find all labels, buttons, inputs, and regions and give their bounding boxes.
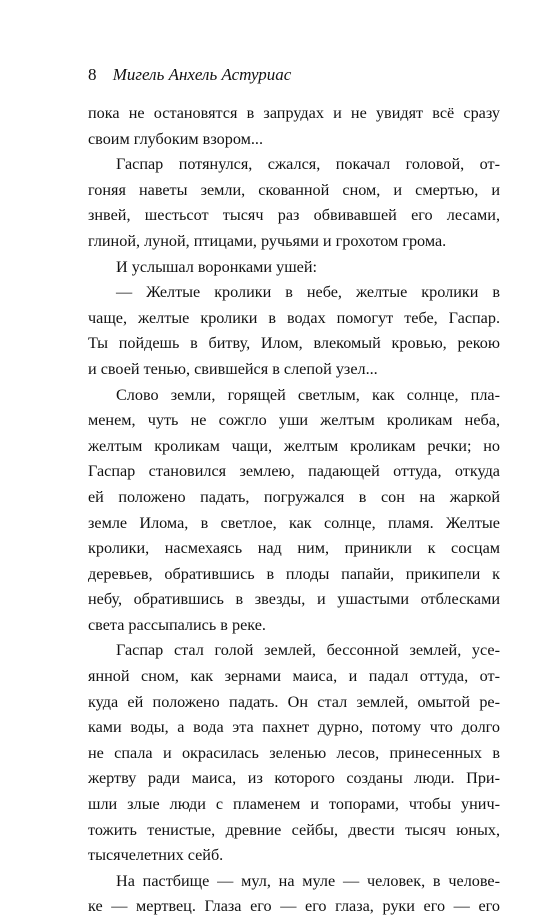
text-line: Гаспар потянулся, сжался, покачал головой, от- [116, 155, 500, 174]
text-line: глиной, луной, птицами, ручьями и грохотом грома. [88, 231, 447, 250]
text-line: Слово земли, горящей светлым, как солнце, пла- [116, 385, 500, 404]
text-line: ей положено падать, погружался в сон на жаркой [88, 487, 500, 506]
body-text [88, 101, 500, 920]
text-line: кролики, насмехаясь над ним, приникли к сосцам [88, 539, 500, 558]
text-line: Гаспар становился землею, падающей оттуда, откуда [88, 462, 500, 481]
text-line: тожить тенистые, древние сейбы, двести тысяч юных, [88, 820, 500, 839]
text-line: ками воды, а вода эта пахнет дурно, потому что долго [88, 718, 500, 737]
text-line: и своей тенью, свившейся в слепой узел... [88, 359, 378, 378]
running-header [88, 62, 500, 88]
text-line: знвей, шестьсот тысяч раз обвивавшей его лесами, [88, 206, 500, 225]
text-line: желтым кроликам чащи, желтым кроликам речки; но [88, 436, 500, 455]
text-line: небу, обратившись в звезды, и ушастыми отблесками [88, 590, 500, 609]
text-line: не спала и окрасилась зеленью лесов, принесенных в [88, 743, 500, 762]
text-line: деревьев, обратившись в плоды папайи, прикипели к [88, 564, 500, 583]
text-line: менем, чуть не сожгло уши желтым кроликам неба, [88, 411, 500, 430]
text-line: жертву ради маиса, из которого созданы люди. При- [88, 769, 500, 788]
text-line: Ты пойдешь в битву, Илом, влекомый кровью, рекою [88, 334, 500, 353]
text-line: ке — мертвец. Глаза его — его глаза, руки его — его [88, 897, 500, 916]
page-number: 8 [88, 65, 97, 84]
text-line: На пастбище — мул, на муле — человек, в челове- [116, 871, 500, 890]
text-line: света рассыпались в реке. [88, 615, 266, 634]
text-line: — Желтые кролики в небе, желтые кролики в [116, 283, 500, 302]
text-line: пока не остановятся в запрудах и не увидят всё сразу [88, 104, 500, 122]
text-line: тысячелетних сейб. [88, 846, 224, 865]
text-line: земле Илома, в светлое, как солнце, пламя. Желтые [88, 513, 500, 532]
text-line: чаще, желтые кролики в водах помогут тебе, Гаспар. [88, 308, 500, 327]
text-line: гоняя наветы земли, скованной сном, и смертью, и [88, 180, 500, 199]
text-line: Гаспар стал голой землей, бессонной землей, усе- [116, 641, 500, 660]
text-line: янной сном, как зернами маиса, и падал оттуда, от- [88, 667, 500, 686]
text-line: И услышал воронками ушей: [116, 257, 318, 276]
running-title: Мигель Анхель Астуриас [112, 65, 292, 84]
text-line: шли злые люди с пламенем и топорами, чтобы унич- [88, 795, 500, 814]
text-line: куда ей положено падать. Он стал землей, омытой ре- [88, 692, 500, 711]
text-line: своим глубоким взором... [88, 129, 263, 148]
